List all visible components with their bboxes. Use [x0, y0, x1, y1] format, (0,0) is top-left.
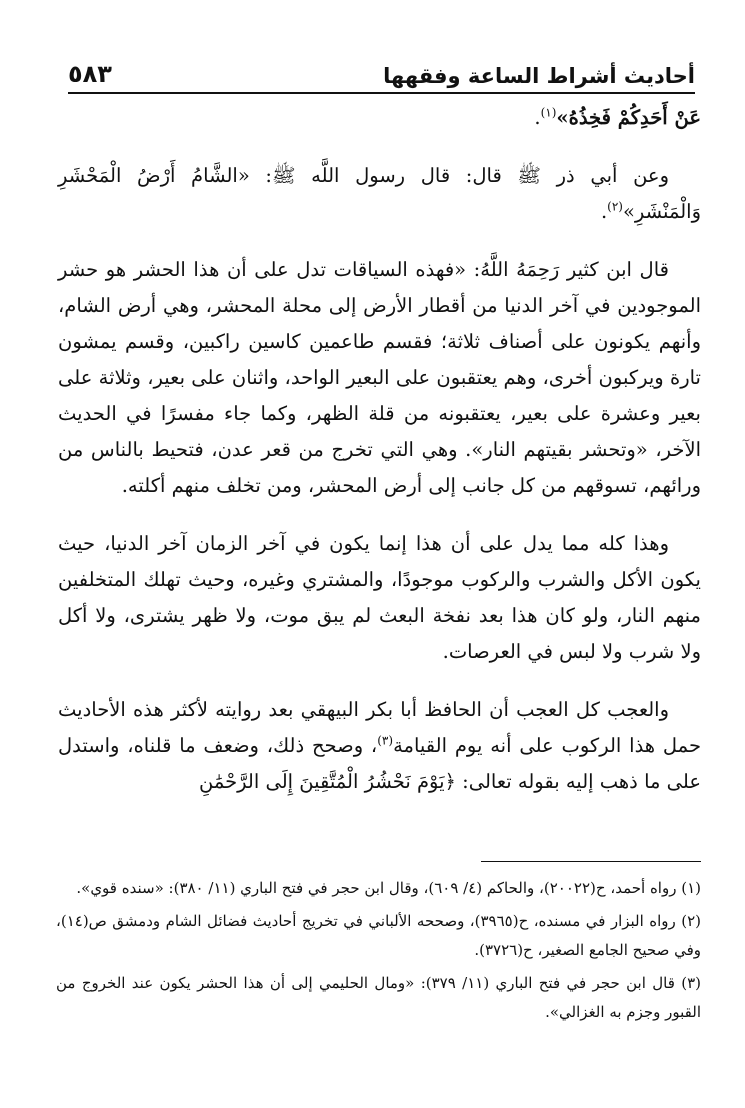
paragraph: والعجب كل العجب أن الحافظ أبا بكر البيهقي بعد روايته لأكثر هذه الأحاديث حمل هذا الركوب على أنه يوم القيامة$^{(٣)}$، وصحح ذلك، وضعف ما قلناه، واستدل على ما ذهب إليه بقوله تعالى: ﴿يَوْمَ نَحْشُرُ الْمُتَّقِينَ إِلَى الرَّحْمَٰنِ: [58, 698, 701, 793]
footnote-ref: (١): [540, 105, 557, 120]
footnote: (٢) رواه البزار في مسنده، ح(٣٩٦٥)، وصححه الألباني في تخريج أحاديث فضائل الشام ودمشق ص(١٤)، وفي صحيح الجامع الصغير، ح(٣٧٢٦).: [56, 912, 701, 959]
footnote-separator: [481, 861, 701, 862]
footnote-ref: (٢): [607, 199, 623, 214]
paragraph: وعن أبي ذر ﷺ قال: قال رسول اللَّه ﷺ: «الشَّامُ أَرْضُ الْمَحْشَرِ وَالْمَنْشَرِ»$^{(٢)}$.: [58, 164, 701, 223]
paragraph: قال ابن كثير رَحِمَهُ اللَّهُ: «فهذه السياقات تدل على أن هذا الحشر هو حشر الموجودين في آخر الدنيا من أقطار الأرض إلى محلة المحشر، وهي أرض الشام، وأنهم يكونون على أصناف ثلاثة؛ فقسم طاعمين كاسين راكبين، وقسم يمشون تارة ويركبون أخرى، وهم يعتقبون على البعير الواحد، واثنان على بعير، وثلاثة على بعير وعشرة على بعير، يعتقبونه من قلة الظهر، وكما جاء مفسرًا في الحديث الآخر، «وتحشر بقيتهم النار». وهي التي تخرج من قعر عدن، فتحيط بالناس من ورائهم، تسوقهم من كل جانب إلى أرض المحشر، ومن تخلف منهم أكلته.: [58, 258, 701, 497]
running-title: أحاديث أشراط الساعة وفقهها: [383, 64, 695, 88]
main-text: [58, 100, 701, 822]
footnote: (١) رواه أحمد، ح(٢٠٠٢٢)، والحاكم (٤/ ٦٠٩)، وقال ابن حجر في فتح الباري (١١/ ٣٨٠): «سنده قوي».: [76, 879, 701, 897]
page-header: [68, 50, 695, 94]
footnote-ref: (٣): [377, 733, 394, 748]
paragraph: وهذا كله مما يدل على أن هذا إنما يكون في آخر الزمان آخر الدنيا، حيث يكون الأكل والشرب والركوب موجودًا، والمشتري وغيره، وحيث تهلك المتخلفين منهم النار، ولو كان هذا بعد نفخة البعث لم يبق موت، ولا ظهر يشترى، ولا أكل ولا شرب ولا لبس في العرصات.: [58, 532, 701, 663]
footnotes: [56, 874, 701, 1031]
paragraph: عَنْ أَحَدِكُمْ فَخِذُهُ»$^{(١)}$.: [534, 105, 701, 129]
page-number: ٥٨٣: [68, 60, 112, 88]
footnote: (٣) قال ابن حجر في فتح الباري (١١/ ٣٧٩): «ومال الحليمي إلى أن هذا الحشر يكون عند الخروج من القبور وجزم به الغزالي».: [56, 974, 701, 1021]
